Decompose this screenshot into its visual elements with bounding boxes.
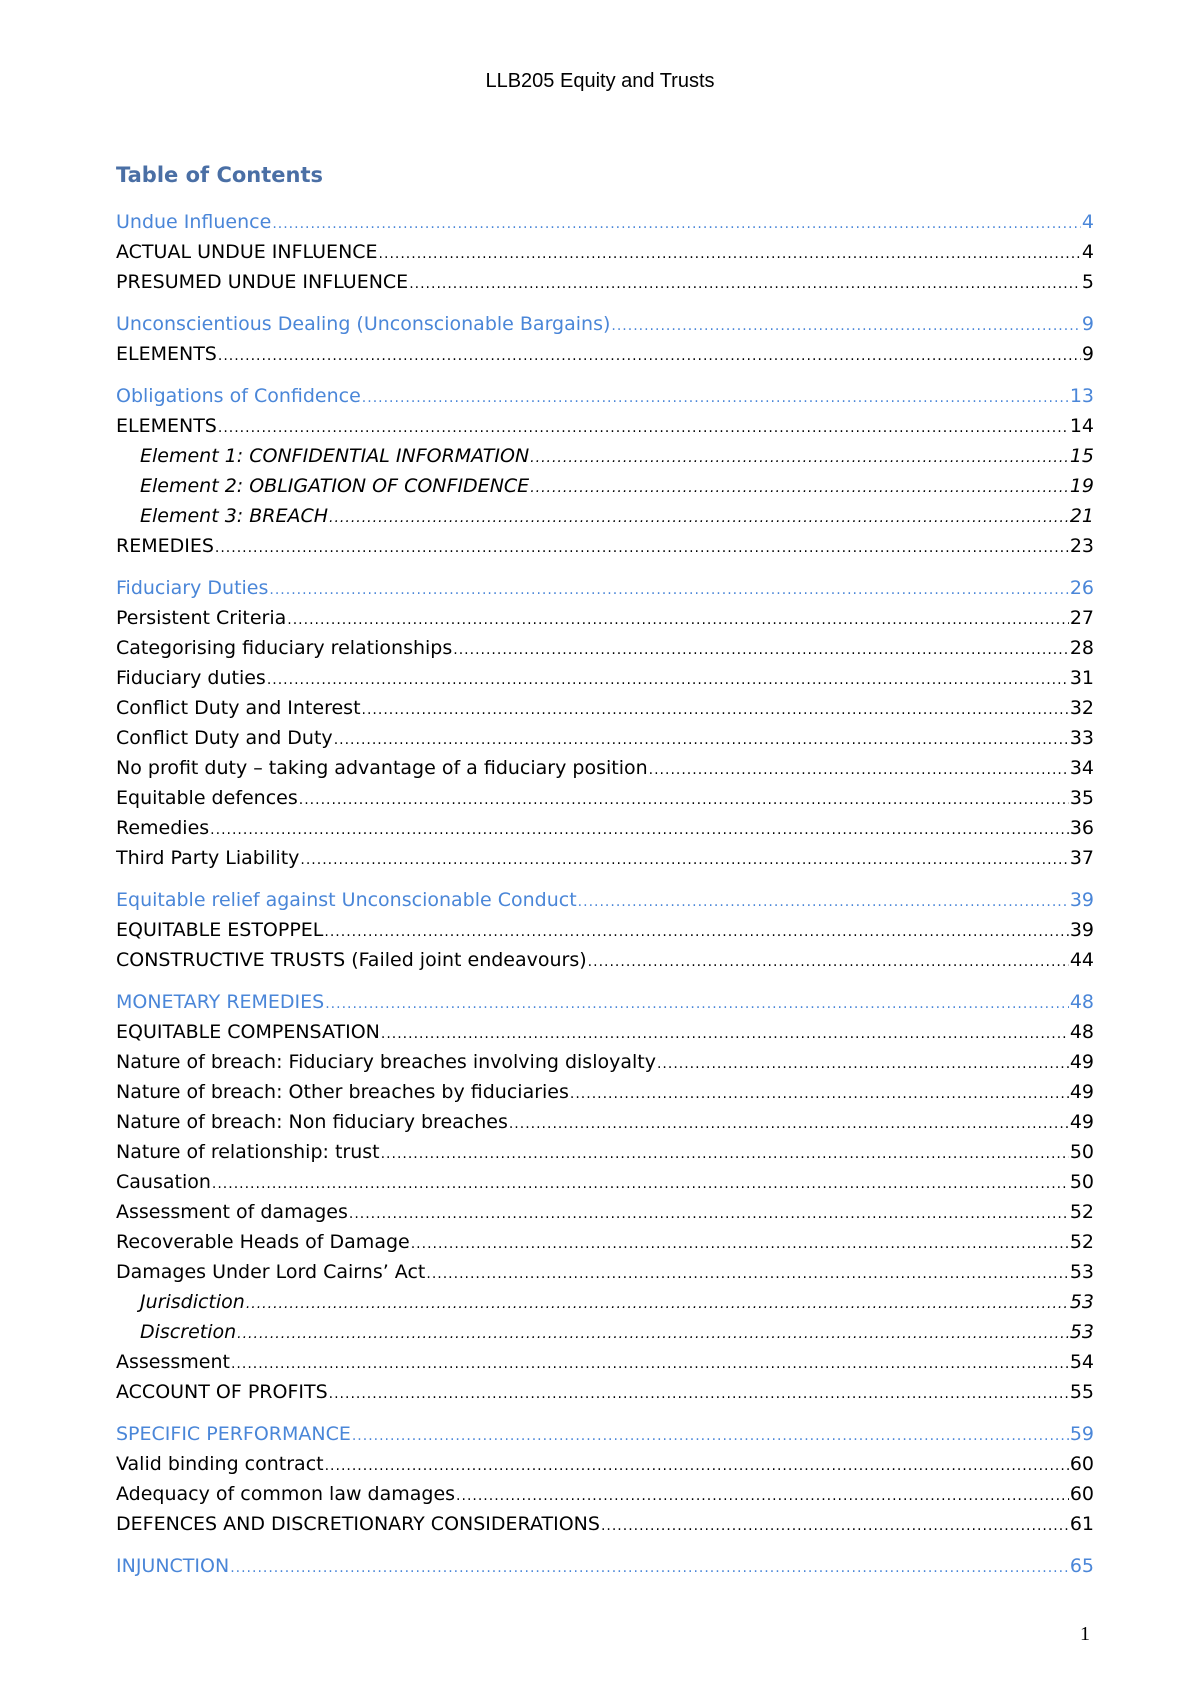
toc-entry[interactable] — [116, 1107, 1094, 1137]
toc-entry[interactable] — [116, 207, 1094, 237]
toc-entry-title: Element 1: CONFIDENTIAL INFORMATION — [140, 445, 530, 467]
toc-entry-title: Conflict Duty and Duty — [116, 727, 333, 749]
toc-entry-page: 4 — [1081, 241, 1094, 263]
toc-entry-title: MONETARY REMEDIES — [116, 991, 325, 1013]
toc-entry-title: REMEDIES — [116, 535, 214, 557]
toc-entry-page: 49 — [1069, 1081, 1094, 1103]
toc-entry[interactable] — [116, 1551, 1094, 1581]
toc-entry-page: 34 — [1069, 757, 1094, 779]
toc-dot-leader — [246, 1289, 1069, 1317]
toc-entry-title: Element 3: BREACH — [140, 505, 329, 527]
toc-dot-leader — [349, 1199, 1069, 1227]
toc-entry[interactable] — [116, 531, 1094, 561]
toc-entry[interactable] — [116, 339, 1094, 369]
toc-entry-page: 21 — [1069, 505, 1094, 527]
toc-dot-leader — [570, 1079, 1069, 1107]
toc-entry-page: 33 — [1069, 727, 1094, 749]
toc-entry-page: 54 — [1069, 1351, 1094, 1373]
toc-dot-leader — [530, 473, 1069, 501]
toc-dot-leader — [329, 1379, 1069, 1407]
toc-entry[interactable] — [116, 813, 1094, 843]
toc-dot-leader — [588, 947, 1069, 975]
toc-dot-leader — [381, 1019, 1069, 1047]
toc-dot-leader — [411, 1229, 1069, 1257]
toc-dot-leader — [329, 503, 1069, 531]
toc-entry-title: No profit duty – taking advantage of a fiduciary position — [116, 757, 648, 779]
toc-entry-title: EQUITABLE ESTOPPEL — [116, 919, 324, 941]
toc-entry[interactable] — [116, 603, 1094, 633]
toc-entry-title: Equitable relief against Unconscionable Conduct — [116, 889, 577, 911]
toc-dot-leader — [215, 533, 1069, 561]
toc-dot-leader — [381, 1139, 1069, 1167]
table-of-contents — [116, 207, 1094, 1581]
toc-entry[interactable] — [116, 987, 1094, 1017]
toc-dot-leader — [509, 1109, 1069, 1137]
toc-entry-page: 15 — [1069, 445, 1094, 467]
toc-entry-title: ELEMENTS — [116, 415, 217, 437]
toc-title: Table of Contents — [116, 163, 324, 187]
toc-dot-leader — [218, 341, 1081, 369]
toc-entry-page: 14 — [1069, 415, 1094, 437]
toc-entry[interactable] — [116, 915, 1094, 945]
toc-entry[interactable] — [116, 1257, 1094, 1287]
toc-entry-page: 26 — [1069, 577, 1094, 599]
toc-entry-title: Jurisdiction — [140, 1291, 245, 1313]
toc-entry-title: Causation — [116, 1171, 211, 1193]
toc-dot-leader — [362, 695, 1069, 723]
toc-dot-leader — [409, 269, 1081, 297]
toc-entry-page: 59 — [1069, 1423, 1094, 1445]
toc-entry[interactable] — [116, 783, 1094, 813]
toc-entry-page: 39 — [1069, 889, 1094, 911]
toc-entry-title: Assessment — [116, 1351, 230, 1373]
toc-entry[interactable] — [116, 723, 1094, 753]
toc-entry-page: 4 — [1081, 211, 1094, 233]
toc-entry-title: Unconscientious Dealing (Unconscionable Bargains) — [116, 313, 611, 335]
toc-dot-leader — [267, 665, 1069, 693]
toc-entry-page: 55 — [1069, 1381, 1094, 1403]
toc-entry-page: 49 — [1069, 1051, 1094, 1073]
toc-dot-leader — [325, 1451, 1069, 1479]
toc-entry[interactable] — [116, 267, 1094, 297]
toc-entry-page: 60 — [1069, 1483, 1094, 1505]
toc-entry-title: PRESUMED UNDUE INFLUENCE — [116, 271, 409, 293]
toc-entry-title: Damages Under Lord Cairns’ Act — [116, 1261, 426, 1283]
toc-dot-leader — [287, 605, 1069, 633]
toc-dot-leader — [230, 1553, 1069, 1581]
toc-dot-leader — [456, 1481, 1069, 1509]
toc-entry-title: Nature of breach: Other breaches by fiduciaries — [116, 1081, 569, 1103]
toc-entry-title: Persistent Criteria — [116, 607, 287, 629]
toc-dot-leader — [231, 1349, 1069, 1377]
toc-entry-page: 49 — [1069, 1111, 1094, 1133]
toc-entry-title: Nature of breach: Fiduciary breaches involving disloyalty — [116, 1051, 656, 1073]
toc-dot-leader — [611, 311, 1081, 339]
toc-entry-page: 9 — [1081, 313, 1094, 335]
toc-entry-title: Element 2: OBLIGATION OF CONFIDENCE — [140, 475, 530, 497]
toc-entry[interactable] — [116, 1227, 1094, 1257]
toc-entry[interactable] — [116, 441, 1094, 471]
toc-entry-title: ELEMENTS — [116, 343, 217, 365]
toc-entry-title: Categorising fiduciary relationships — [116, 637, 453, 659]
toc-entry-page: 48 — [1069, 1021, 1094, 1043]
toc-entry-title: Obligations of Confidence — [116, 385, 361, 407]
toc-dot-leader — [324, 917, 1068, 945]
toc-dot-leader — [530, 443, 1069, 471]
toc-entry-page: 5 — [1081, 271, 1094, 293]
toc-entry-page: 53 — [1069, 1291, 1094, 1313]
toc-entry[interactable] — [116, 633, 1094, 663]
toc-entry[interactable] — [116, 663, 1094, 693]
toc-entry-page: 28 — [1069, 637, 1094, 659]
toc-entry[interactable] — [116, 1479, 1094, 1509]
toc-entry[interactable] — [116, 1047, 1094, 1077]
toc-entry-page: 36 — [1069, 817, 1094, 839]
toc-entry-page: 19 — [1069, 475, 1094, 497]
toc-dot-leader — [362, 383, 1069, 411]
toc-dot-leader — [299, 785, 1069, 813]
toc-entry-title: ACTUAL UNDUE INFLUENCE — [116, 241, 378, 263]
toc-entry[interactable] — [116, 1197, 1094, 1227]
toc-entry-page: 50 — [1069, 1171, 1094, 1193]
toc-dot-leader — [237, 1319, 1069, 1347]
toc-entry[interactable] — [116, 753, 1094, 783]
toc-dot-leader — [334, 725, 1069, 753]
toc-entry-page: 50 — [1069, 1141, 1094, 1163]
toc-dot-leader — [426, 1259, 1068, 1287]
toc-entry-page: 60 — [1069, 1453, 1094, 1475]
toc-entry-page: 53 — [1069, 1321, 1094, 1343]
toc-entry[interactable] — [116, 573, 1094, 603]
toc-entry[interactable] — [116, 1167, 1094, 1197]
toc-entry-page: 9 — [1081, 343, 1094, 365]
toc-entry-title: Undue Influence — [116, 211, 272, 233]
toc-entry[interactable] — [116, 501, 1094, 531]
running-header: LLB205 Equity and Trusts — [485, 70, 715, 92]
toc-entry[interactable] — [116, 1449, 1094, 1479]
toc-entry-page: 52 — [1069, 1201, 1094, 1223]
toc-entry-page: 61 — [1069, 1513, 1094, 1535]
toc-entry-title: Valid binding contract — [116, 1453, 324, 1475]
page-number: 1 — [1080, 1623, 1090, 1645]
toc-dot-leader — [269, 575, 1068, 603]
toc-dot-leader — [352, 1421, 1069, 1449]
toc-dot-leader — [601, 1511, 1069, 1539]
toc-entry[interactable] — [116, 1509, 1094, 1539]
toc-entry[interactable] — [116, 945, 1094, 975]
toc-entry-page: 44 — [1069, 949, 1094, 971]
toc-entry-page: 37 — [1069, 847, 1094, 869]
toc-entry-page: 32 — [1069, 697, 1094, 719]
toc-entry[interactable] — [116, 411, 1094, 441]
toc-entry-page: 13 — [1069, 385, 1094, 407]
toc-entry-page: 27 — [1069, 607, 1094, 629]
toc-entry-title: SPECIFIC PERFORMANCE — [116, 1423, 351, 1445]
toc-entry[interactable] — [116, 1287, 1094, 1317]
toc-entry[interactable] — [116, 1347, 1094, 1377]
toc-dot-leader — [212, 1169, 1069, 1197]
toc-dot-leader — [657, 1049, 1069, 1077]
toc-dot-leader — [453, 635, 1069, 663]
toc-entry-title: Nature of relationship: trust — [116, 1141, 380, 1163]
toc-entry-title: Conflict Duty and Interest — [116, 697, 361, 719]
toc-entry[interactable] — [116, 693, 1094, 723]
toc-entry-title: Equitable defences — [116, 787, 298, 809]
toc-entry-title: Fiduciary duties — [116, 667, 266, 689]
toc-entry-title: Third Party Liability — [116, 847, 300, 869]
toc-entry-page: 48 — [1069, 991, 1094, 1013]
toc-entry-title: CONSTRUCTIVE TRUSTS (Failed joint endeavours) — [116, 949, 587, 971]
toc-dot-leader — [649, 755, 1069, 783]
toc-entry-page: 23 — [1069, 535, 1094, 557]
toc-entry-page: 31 — [1069, 667, 1094, 689]
toc-dot-leader — [325, 989, 1069, 1017]
toc-entry[interactable] — [116, 1419, 1094, 1449]
toc-entry-title: Recoverable Heads of Damage — [116, 1231, 410, 1253]
toc-dot-leader — [210, 815, 1069, 843]
toc-entry-title: Assessment of damages — [116, 1201, 348, 1223]
toc-entry-title: INJUNCTION — [116, 1555, 230, 1577]
toc-entry-title: Nature of breach: Non fiduciary breaches — [116, 1111, 508, 1133]
toc-entry-title: DEFENCES AND DISCRETIONARY CONSIDERATIONS — [116, 1513, 600, 1535]
toc-entry-title: EQUITABLE COMPENSATION — [116, 1021, 380, 1043]
toc-entry-page: 39 — [1069, 919, 1094, 941]
toc-entry[interactable] — [116, 1017, 1094, 1047]
toc-entry[interactable] — [116, 885, 1094, 915]
toc-entry-page: 52 — [1069, 1231, 1094, 1253]
toc-dot-leader — [300, 845, 1068, 873]
toc-entry[interactable] — [116, 471, 1094, 501]
toc-dot-leader — [578, 887, 1069, 915]
toc-entry-page: 53 — [1069, 1261, 1094, 1283]
toc-entry[interactable] — [116, 843, 1094, 873]
toc-entry-title: Discretion — [140, 1321, 237, 1343]
toc-entry[interactable] — [116, 1317, 1094, 1347]
toc-entry-title: Remedies — [116, 817, 210, 839]
toc-entry[interactable] — [116, 381, 1094, 411]
toc-entry[interactable] — [116, 309, 1094, 339]
toc-entry[interactable] — [116, 1377, 1094, 1407]
toc-dot-leader — [272, 209, 1081, 237]
toc-entry[interactable] — [116, 237, 1094, 267]
toc-entry-title: Fiduciary Duties — [116, 577, 269, 599]
toc-dot-leader — [218, 413, 1069, 441]
toc-entry-page: 35 — [1069, 787, 1094, 809]
toc-entry-page: 65 — [1069, 1555, 1094, 1577]
toc-entry-title: ACCOUNT OF PROFITS — [116, 1381, 328, 1403]
toc-entry[interactable] — [116, 1077, 1094, 1107]
toc-entry-title: Adequacy of common law damages — [116, 1483, 456, 1505]
toc-entry[interactable] — [116, 1137, 1094, 1167]
toc-dot-leader — [379, 239, 1081, 267]
